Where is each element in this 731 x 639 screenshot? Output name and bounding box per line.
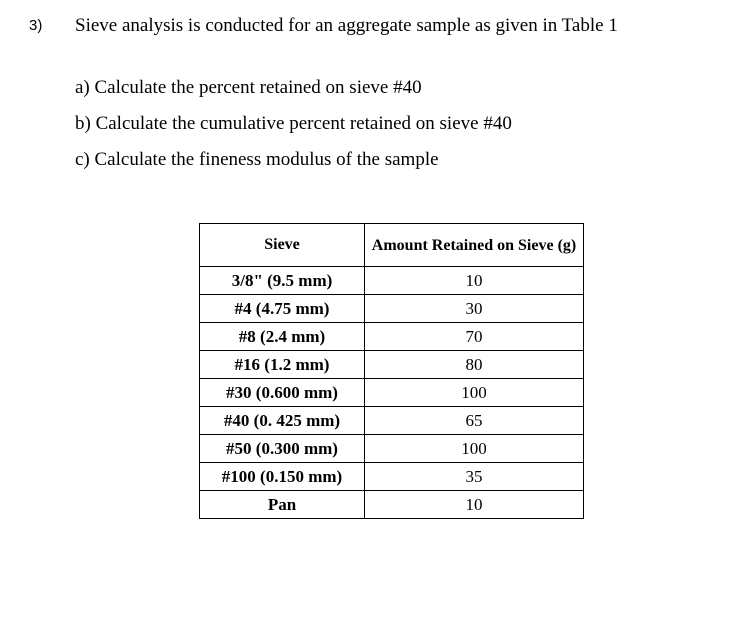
sieve-cell: #16 (1.2 mm) bbox=[200, 351, 365, 379]
question-part-c: c) Calculate the fineness modulus of the sample bbox=[75, 149, 439, 170]
sieve-cell: #30 (0.600 mm) bbox=[200, 379, 365, 407]
table-row bbox=[200, 295, 584, 323]
question-text: Sieve analysis is conducted for an aggregate sample as given in Table 1 bbox=[75, 15, 618, 36]
sieve-cell: Pan bbox=[200, 491, 365, 519]
question-part-b: b) Calculate the cumulative percent retained on sieve #40 bbox=[75, 113, 512, 134]
table-row bbox=[200, 435, 584, 463]
table-row bbox=[200, 267, 584, 295]
question-part-a: a) Calculate the percent retained on sieve #40 bbox=[75, 77, 422, 98]
table-row bbox=[200, 351, 584, 379]
header-amount-retained: Amount Retained on Sieve (g) bbox=[365, 224, 584, 267]
question-number: 3) bbox=[29, 17, 43, 34]
header-sieve: Sieve bbox=[200, 224, 365, 267]
table-row bbox=[200, 491, 584, 519]
sieve-analysis-table bbox=[199, 223, 584, 519]
amount-cell: 10 bbox=[365, 491, 584, 519]
amount-cell: 100 bbox=[365, 435, 584, 463]
amount-cell: 80 bbox=[365, 351, 584, 379]
amount-cell: 65 bbox=[365, 407, 584, 435]
amount-cell: 10 bbox=[365, 267, 584, 295]
sieve-cell: 3/8" (9.5 mm) bbox=[200, 267, 365, 295]
sieve-cell: #40 (0. 425 mm) bbox=[200, 407, 365, 435]
table-row bbox=[200, 323, 584, 351]
amount-cell: 70 bbox=[365, 323, 584, 351]
sieve-cell: #4 (4.75 mm) bbox=[200, 295, 365, 323]
table-row bbox=[200, 463, 584, 491]
sieve-cell: #100 (0.150 mm) bbox=[200, 463, 365, 491]
table-row bbox=[200, 407, 584, 435]
amount-cell: 100 bbox=[365, 379, 584, 407]
sieve-cell: #8 (2.4 mm) bbox=[200, 323, 365, 351]
table-header-row bbox=[200, 224, 584, 267]
amount-cell: 30 bbox=[365, 295, 584, 323]
table-row bbox=[200, 379, 584, 407]
sieve-cell: #50 (0.300 mm) bbox=[200, 435, 365, 463]
amount-cell: 35 bbox=[365, 463, 584, 491]
